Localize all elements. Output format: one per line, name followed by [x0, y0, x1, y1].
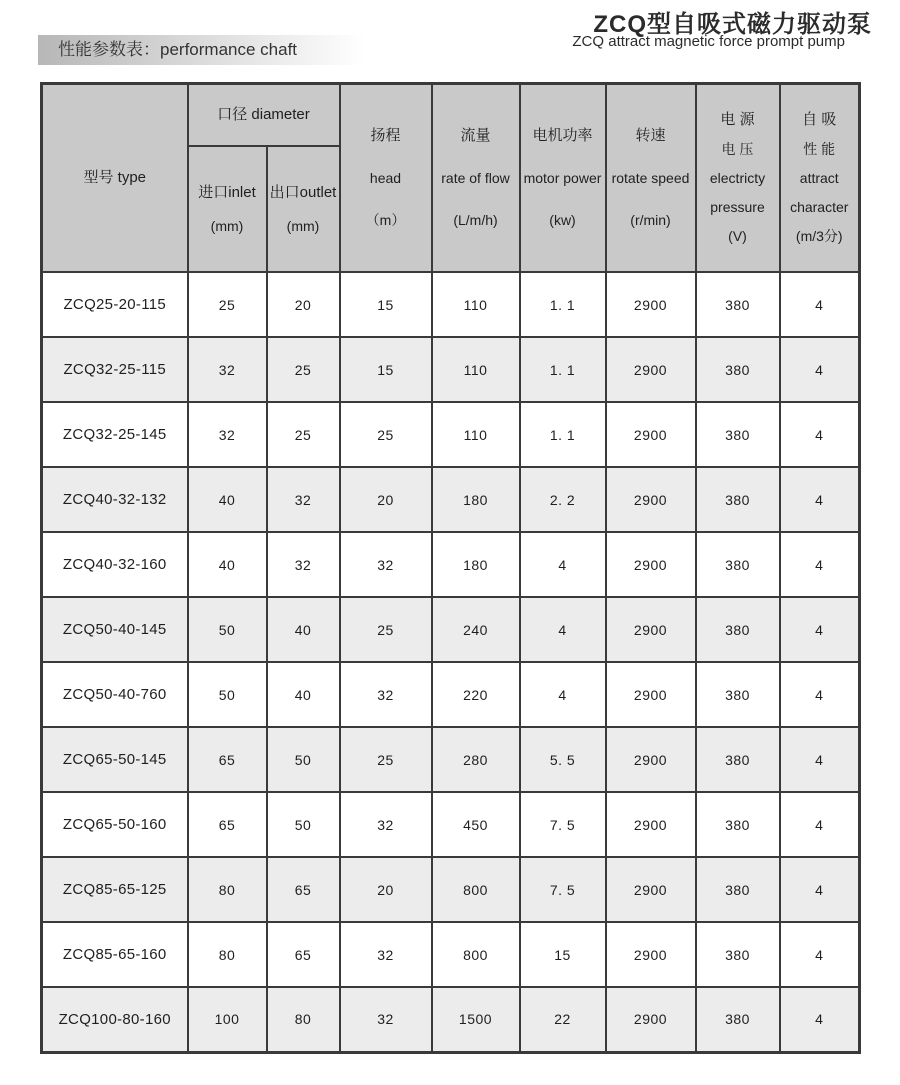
- cell-speed: 2900: [606, 272, 696, 337]
- col-header-type: [42, 84, 188, 273]
- cell-flow: 180: [432, 467, 520, 532]
- cell-model: ZCQ40-32-132: [42, 467, 188, 532]
- cell-head: 32: [340, 792, 432, 857]
- table-row: [42, 272, 860, 337]
- col-header-inlet-line: (mm): [210, 217, 244, 234]
- cell-flow: 180: [432, 532, 520, 597]
- cell-attract: 4: [780, 727, 860, 792]
- cell-power: 7. 5: [520, 857, 606, 922]
- cell-inlet: 32: [188, 402, 267, 467]
- performance-parameters-table: [40, 82, 861, 1054]
- col-header-speed-line: rotate speed: [611, 170, 690, 186]
- cell-attract: 4: [780, 922, 860, 987]
- col-header-voltage-line: pressure: [710, 199, 765, 215]
- cell-voltage: 380: [696, 532, 780, 597]
- cell-speed: 2900: [606, 662, 696, 727]
- cell-outlet: 20: [267, 272, 340, 337]
- cell-attract: 4: [780, 337, 860, 402]
- cell-voltage: 380: [696, 272, 780, 337]
- col-header-attract: [780, 84, 860, 273]
- cell-inlet: 25: [188, 272, 267, 337]
- cell-attract: 4: [780, 272, 860, 337]
- col-header-outlet-line: 出口outlet: [269, 183, 337, 201]
- col-header-speed-line: 转速: [635, 127, 666, 144]
- col-header-attract-line: 自 吸: [802, 111, 837, 128]
- cell-head: 25: [340, 402, 432, 467]
- cell-voltage: 380: [696, 857, 780, 922]
- col-header-type-line: 型号 type: [83, 169, 147, 186]
- table-row: [42, 337, 860, 402]
- col-header-voltage-line: 电 源: [720, 111, 755, 128]
- col-header-attract-line: (m/3分): [795, 228, 843, 244]
- table-row: [42, 467, 860, 532]
- table-header: [42, 84, 860, 273]
- cell-inlet: 65: [188, 792, 267, 857]
- cell-inlet: 100: [188, 987, 267, 1052]
- col-header-voltage-line: electricty: [709, 170, 766, 186]
- cell-speed: 2900: [606, 597, 696, 662]
- cell-power: 1. 1: [520, 402, 606, 467]
- cell-inlet: 65: [188, 727, 267, 792]
- col-header-diameter-line: 口径 diameter: [217, 106, 310, 123]
- cell-voltage: 380: [696, 402, 780, 467]
- col-header-flow: [432, 84, 520, 273]
- cell-inlet: 32: [188, 337, 267, 402]
- cell-flow: 110: [432, 402, 520, 467]
- col-header-voltage: [696, 84, 780, 273]
- cell-power: 7. 5: [520, 792, 606, 857]
- table-row: [42, 792, 860, 857]
- cell-model: ZCQ100-80-160: [42, 987, 188, 1052]
- cell-outlet: 25: [267, 402, 340, 467]
- cell-model: ZCQ40-32-160: [42, 532, 188, 597]
- cell-attract: 4: [780, 402, 860, 467]
- cell-head: 15: [340, 272, 432, 337]
- cell-flow: 110: [432, 337, 520, 402]
- cell-voltage: 380: [696, 727, 780, 792]
- col-header-power-line: (kw): [549, 212, 576, 228]
- cell-attract: 4: [780, 662, 860, 727]
- cell-model: ZCQ32-25-115: [42, 337, 188, 402]
- col-header-inlet: [188, 146, 267, 272]
- cell-voltage: 380: [696, 467, 780, 532]
- cell-head: 32: [340, 532, 432, 597]
- table-row: [42, 922, 860, 987]
- cell-power: 15: [520, 922, 606, 987]
- cell-head: 32: [340, 662, 432, 727]
- col-header-speed: [606, 84, 696, 273]
- col-header-head-line: 扬程: [370, 127, 401, 144]
- cell-voltage: 380: [696, 597, 780, 662]
- cell-attract: 4: [780, 532, 860, 597]
- cell-flow: 1500: [432, 987, 520, 1052]
- cell-voltage: 380: [696, 922, 780, 987]
- cell-head: 32: [340, 922, 432, 987]
- cell-outlet: 65: [267, 922, 340, 987]
- cell-outlet: 50: [267, 792, 340, 857]
- col-header-head-line: （m）: [365, 212, 406, 228]
- table-row: [42, 402, 860, 467]
- col-header-outlet-line: (mm): [286, 217, 320, 234]
- cell-power: 22: [520, 987, 606, 1052]
- cell-speed: 2900: [606, 987, 696, 1052]
- cell-model: ZCQ32-25-145: [42, 402, 188, 467]
- cell-voltage: 380: [696, 792, 780, 857]
- col-header-flow-line: (L/m/h): [453, 212, 498, 228]
- col-header-power-line: 电机功率: [532, 127, 593, 144]
- cell-outlet: 32: [267, 532, 340, 597]
- cell-voltage: 380: [696, 662, 780, 727]
- cell-inlet: 40: [188, 467, 267, 532]
- col-header-attract-line: attract: [799, 170, 839, 186]
- col-header-head: [340, 84, 432, 273]
- cell-model: ZCQ25-20-115: [42, 272, 188, 337]
- cell-outlet: 80: [267, 987, 340, 1052]
- cell-head: 25: [340, 727, 432, 792]
- cell-attract: 4: [780, 987, 860, 1052]
- col-header-attract-line: character: [790, 199, 849, 215]
- cell-flow: 110: [432, 272, 520, 337]
- table-row: [42, 597, 860, 662]
- cell-head: 20: [340, 467, 432, 532]
- table-row: [42, 532, 860, 597]
- cell-attract: 4: [780, 792, 860, 857]
- cell-outlet: 25: [267, 337, 340, 402]
- cell-flow: 220: [432, 662, 520, 727]
- col-header-diameter: [188, 84, 340, 147]
- cell-speed: 2900: [606, 337, 696, 402]
- cell-inlet: 50: [188, 662, 267, 727]
- col-header-voltage-line: 电 压: [721, 141, 754, 157]
- cell-power: 5. 5: [520, 727, 606, 792]
- cell-model: ZCQ85-65-125: [42, 857, 188, 922]
- cell-inlet: 50: [188, 597, 267, 662]
- cell-head: 32: [340, 987, 432, 1052]
- cell-speed: 2900: [606, 922, 696, 987]
- cell-attract: 4: [780, 857, 860, 922]
- col-header-outlet: [267, 146, 340, 272]
- cell-model: ZCQ65-50-145: [42, 727, 188, 792]
- cell-model: ZCQ50-40-145: [42, 597, 188, 662]
- cell-speed: 2900: [606, 402, 696, 467]
- cell-speed: 2900: [606, 532, 696, 597]
- cell-flow: 800: [432, 857, 520, 922]
- cell-model: ZCQ85-65-160: [42, 922, 188, 987]
- cell-voltage: 380: [696, 337, 780, 402]
- cell-power: 1. 1: [520, 337, 606, 402]
- table-body: [42, 272, 860, 1052]
- cell-inlet: 40: [188, 532, 267, 597]
- cell-attract: 4: [780, 467, 860, 532]
- page-title-english: ZCQ attract magnetic force prompt pump: [572, 33, 845, 50]
- col-header-speed-line: (r/min): [630, 212, 671, 228]
- cell-head: 20: [340, 857, 432, 922]
- cell-power: 4: [520, 532, 606, 597]
- cell-power: 1. 1: [520, 272, 606, 337]
- col-header-inlet-line: 进口inlet: [198, 183, 256, 201]
- col-header-power-line: motor power: [523, 170, 602, 186]
- table-row: [42, 987, 860, 1052]
- cell-head: 25: [340, 597, 432, 662]
- cell-outlet: 50: [267, 727, 340, 792]
- cell-attract: 4: [780, 597, 860, 662]
- cell-head: 15: [340, 337, 432, 402]
- table-row: [42, 727, 860, 792]
- cell-speed: 2900: [606, 857, 696, 922]
- cell-power: 4: [520, 662, 606, 727]
- cell-inlet: 80: [188, 857, 267, 922]
- section-header-performance-chart: 性能参数表：performance chaft: [38, 35, 365, 65]
- col-header-voltage-line: (V): [728, 228, 747, 244]
- cell-model: ZCQ65-50-160: [42, 792, 188, 857]
- cell-speed: 2900: [606, 792, 696, 857]
- cell-speed: 2900: [606, 467, 696, 532]
- cell-power: 4: [520, 597, 606, 662]
- cell-speed: 2900: [606, 727, 696, 792]
- col-header-flow-line: 流量: [460, 127, 491, 144]
- cell-flow: 240: [432, 597, 520, 662]
- col-header-flow-line: rate of flow: [441, 170, 510, 186]
- cell-inlet: 80: [188, 922, 267, 987]
- col-header-attract-line: 性 能: [803, 141, 836, 157]
- table-row: [42, 857, 860, 922]
- cell-voltage: 380: [696, 987, 780, 1052]
- cell-outlet: 40: [267, 662, 340, 727]
- cell-flow: 800: [432, 922, 520, 987]
- page-title-chinese: ZCQ型自吸式磁力驱动泵: [593, 11, 872, 38]
- cell-model: ZCQ50-40-760: [42, 662, 188, 727]
- cell-power: 2. 2: [520, 467, 606, 532]
- cell-outlet: 32: [267, 467, 340, 532]
- col-header-head-line: head: [369, 170, 402, 186]
- cell-flow: 280: [432, 727, 520, 792]
- cell-flow: 450: [432, 792, 520, 857]
- cell-outlet: 65: [267, 857, 340, 922]
- cell-outlet: 40: [267, 597, 340, 662]
- table-row: [42, 662, 860, 727]
- col-header-power: [520, 84, 606, 273]
